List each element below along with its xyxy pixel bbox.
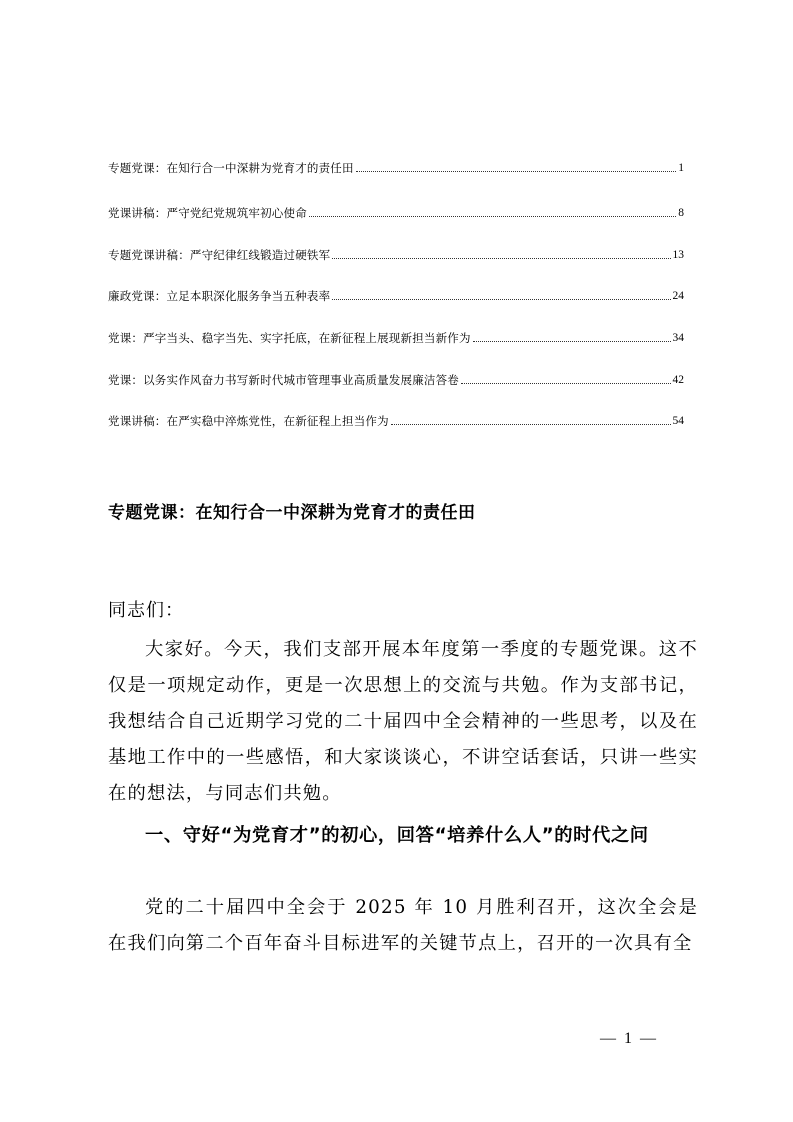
toc-leader-dots bbox=[461, 383, 671, 384]
toc-entry-title: 党课讲稿：在严实稳中淬炼党性，在新征程上担当作为 bbox=[108, 414, 389, 428]
toc-entry-page: 34 bbox=[672, 332, 684, 344]
toc-leader-dots bbox=[332, 299, 670, 300]
toc-entry[interactable] bbox=[108, 160, 684, 176]
toc-entry-page: 42 bbox=[672, 374, 684, 386]
toc-entry-title: 党课讲稿：严守党纪党规筑牢初心使命 bbox=[108, 206, 307, 220]
toc-entry-title: 专题党课讲稿：严守纪律红线锻造过硬铁军 bbox=[108, 248, 331, 262]
toc-entry-page: 13 bbox=[672, 249, 684, 261]
toc-entry-page: 1 bbox=[678, 162, 684, 174]
toc-entry[interactable] bbox=[108, 247, 684, 263]
toc-leader-dots bbox=[391, 424, 671, 425]
toc-leader-dots bbox=[356, 171, 677, 172]
body-paragraph: 大家好。今天，我们支部开展本年度第一季度的专题党课。这不仅是一项规定动作，更是一次思想上的交流与共勉。作为支部书记，我想结合自己近期学习党的二十届四中全会精神的一些思考，以及在基地工作中的一些感悟，和大家谈谈心，不讲空话套话，只讲一些实在的想法，与同志们共勉。 bbox=[108, 639, 698, 804]
toc-entry[interactable] bbox=[108, 372, 684, 388]
toc-entry[interactable] bbox=[108, 288, 684, 304]
toc-entry-title: 党课：以务实作风奋力书写新时代城市管理事业高质量发展廉洁答卷 bbox=[108, 373, 459, 387]
section-heading: 一、守好“为党育才”的初心，回答“培养什么人”的时代之问 bbox=[145, 825, 649, 846]
toc-entry-page: 24 bbox=[672, 290, 684, 302]
toc-entry-title: 廉政党课：立足本职深化服务争当五种表率 bbox=[108, 289, 331, 303]
toc-leader-dots bbox=[309, 216, 676, 217]
toc-entry-page: 54 bbox=[672, 415, 684, 427]
toc-leader-dots bbox=[332, 258, 670, 259]
toc-entry-title: 党课：严字当头、稳字当先、实字托底，在新征程上展现新担当新作为 bbox=[108, 331, 471, 345]
toc-entry[interactable] bbox=[108, 205, 684, 221]
toc-entry[interactable] bbox=[108, 413, 684, 429]
article-title: 专题党课：在知行合一中深耕为党育才的责任田 bbox=[108, 503, 476, 523]
body-paragraph: 党的二十届四中全会于 2025 年 10 月胜利召开，这次全会是在我们向第二个百年奋斗目标进军的关键节点上，召开的一次具有全 bbox=[108, 897, 698, 954]
toc-entry-title: 专题党课：在知行合一中深耕为党育才的责任田 bbox=[108, 161, 354, 175]
salutation: 同志们： bbox=[108, 600, 184, 621]
toc-leader-dots bbox=[473, 341, 671, 342]
page-number: — 1 — bbox=[600, 1030, 658, 1047]
toc-entry[interactable] bbox=[108, 330, 684, 346]
toc-entry-page: 8 bbox=[678, 207, 684, 219]
